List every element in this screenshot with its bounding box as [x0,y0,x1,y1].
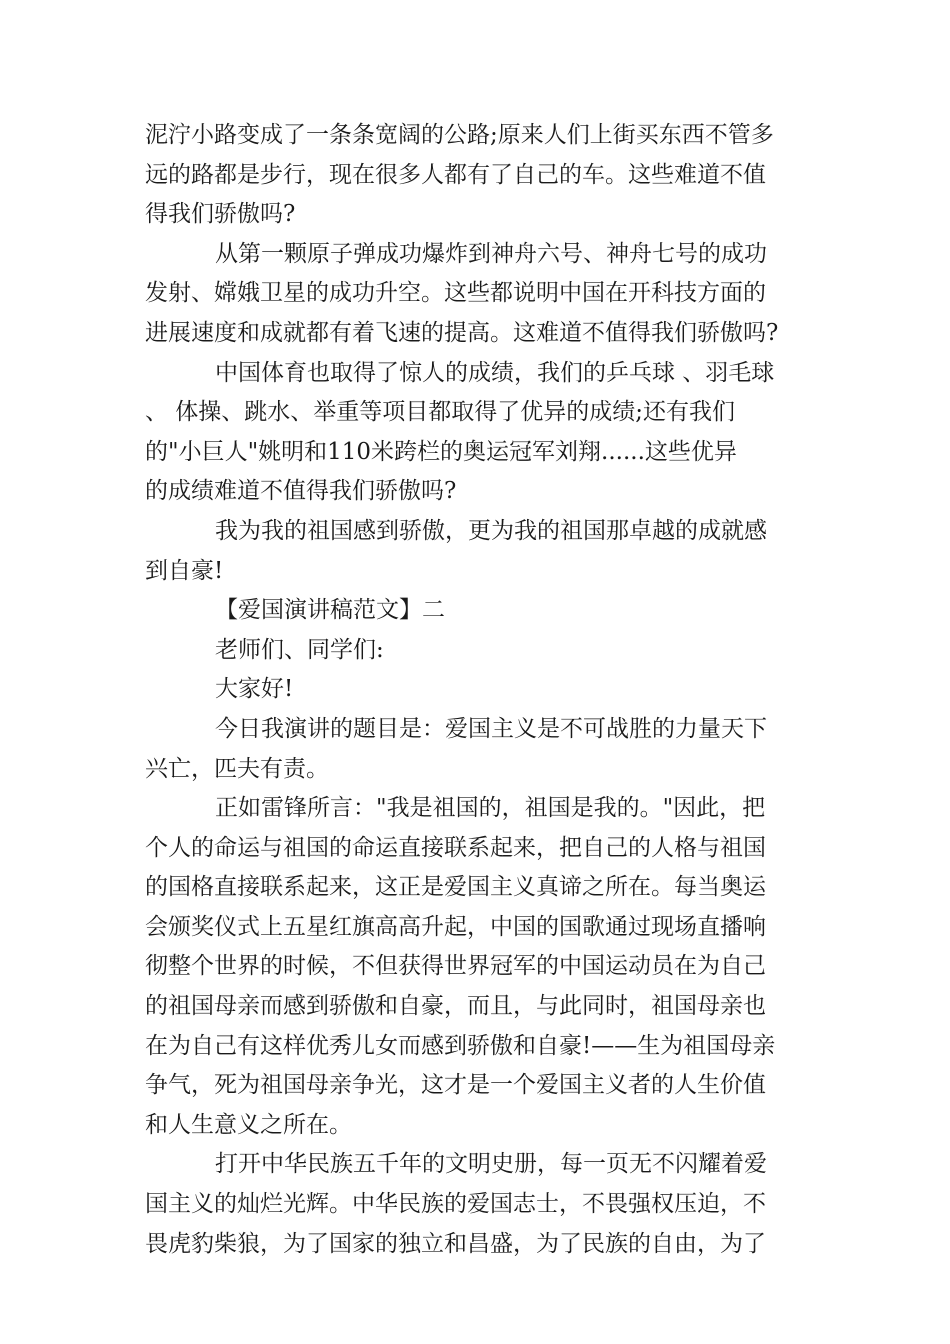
text-line: 发射、嫦娥卫星的成功升空。这些都说明中国在开科技方面的 [145,280,766,307]
text-line: 的祖国母亲而感到骄傲和自豪，而且，与此同时，祖国母亲也 [145,993,766,1020]
text-line: 、 体操、跳水、举重等项目都取得了优异的成绩;还有我们 [145,399,736,426]
paragraph-first-line: 我为我的祖国感到骄傲，更为我的祖国那卓越的成就感 [215,517,767,544]
text-line: 的"小巨人"姚明和110米跨栏的奥运冠军刘翔......这些优异 [145,438,737,465]
paragraph-first-line: 今日我演讲的题目是：爱国主义是不可战胜的力量天下 [215,715,767,742]
section-heading: 【爱国演讲稿范文】二 [215,597,445,624]
text-line: 个人的命运与祖国的命运直接联系起来，把自己的人格与祖国 [145,834,766,861]
text-line: 到自豪! [145,557,224,584]
text-line: 和人生意义之所在。 [145,1111,352,1138]
paragraph-first-line: 中国体育也取得了惊人的成绩，我们的乒乓球 、羽毛球 [215,359,775,386]
salutation: 老师们、同学们: [215,636,384,663]
paragraph-first-line: 打开中华民族五千年的文明史册，每一页无不闪耀着爱 [215,1151,767,1178]
text-line: 的国格直接联系起来，这正是爱国主义真谛之所在。每当奥运 [145,874,766,901]
text-line: 泥泞小路变成了一条条宽阔的公路;原来人们上街买东西不管多 [145,122,774,148]
text-line: 会颁奖仪式上五星红旗高高升起，中国的国歌通过现场直播响 [145,913,766,940]
greeting: 大家好! [215,676,294,703]
paragraph-first-line: 从第一颗原子弹成功爆炸到神舟六号、神舟七号的成功 [215,240,767,267]
text-line: 兴亡，匹夫有责。 [145,755,329,782]
paragraph-first-line: 正如雷锋所言："我是祖国的，祖国是我的。"因此，把 [215,795,766,822]
text-line: 得我们骄傲吗? [145,201,296,228]
text-line: 在为自己有这样优秀儿女而感到骄傲和自豪!——生为祖国母亲 [145,1032,776,1059]
text-line: 争气，死为祖国母亲争光，这才是一个爱国主义者的人生价值 [145,1072,766,1099]
document-body [145,116,805,1264]
text-line: 畏虎豹柴狼，为了国家的独立和昌盛，为了民族的自由，为了 [145,1230,766,1257]
text-line: 远的路都是步行，现在很多人都有了自己的车。这些难道不值 [145,161,766,188]
text-line: 国主义的灿烂光辉。中华民族的爱国志士，不畏强权压迫，不 [145,1191,766,1218]
text-line: 的成绩难道不值得我们骄傲吗? [145,478,457,505]
text-line: 彻整个世界的时候，不但获得世界冠军的中国运动员在为自己 [145,953,766,980]
text-line: 进展速度和成就都有着飞速的提高。这难道不值得我们骄傲吗? [145,319,779,346]
